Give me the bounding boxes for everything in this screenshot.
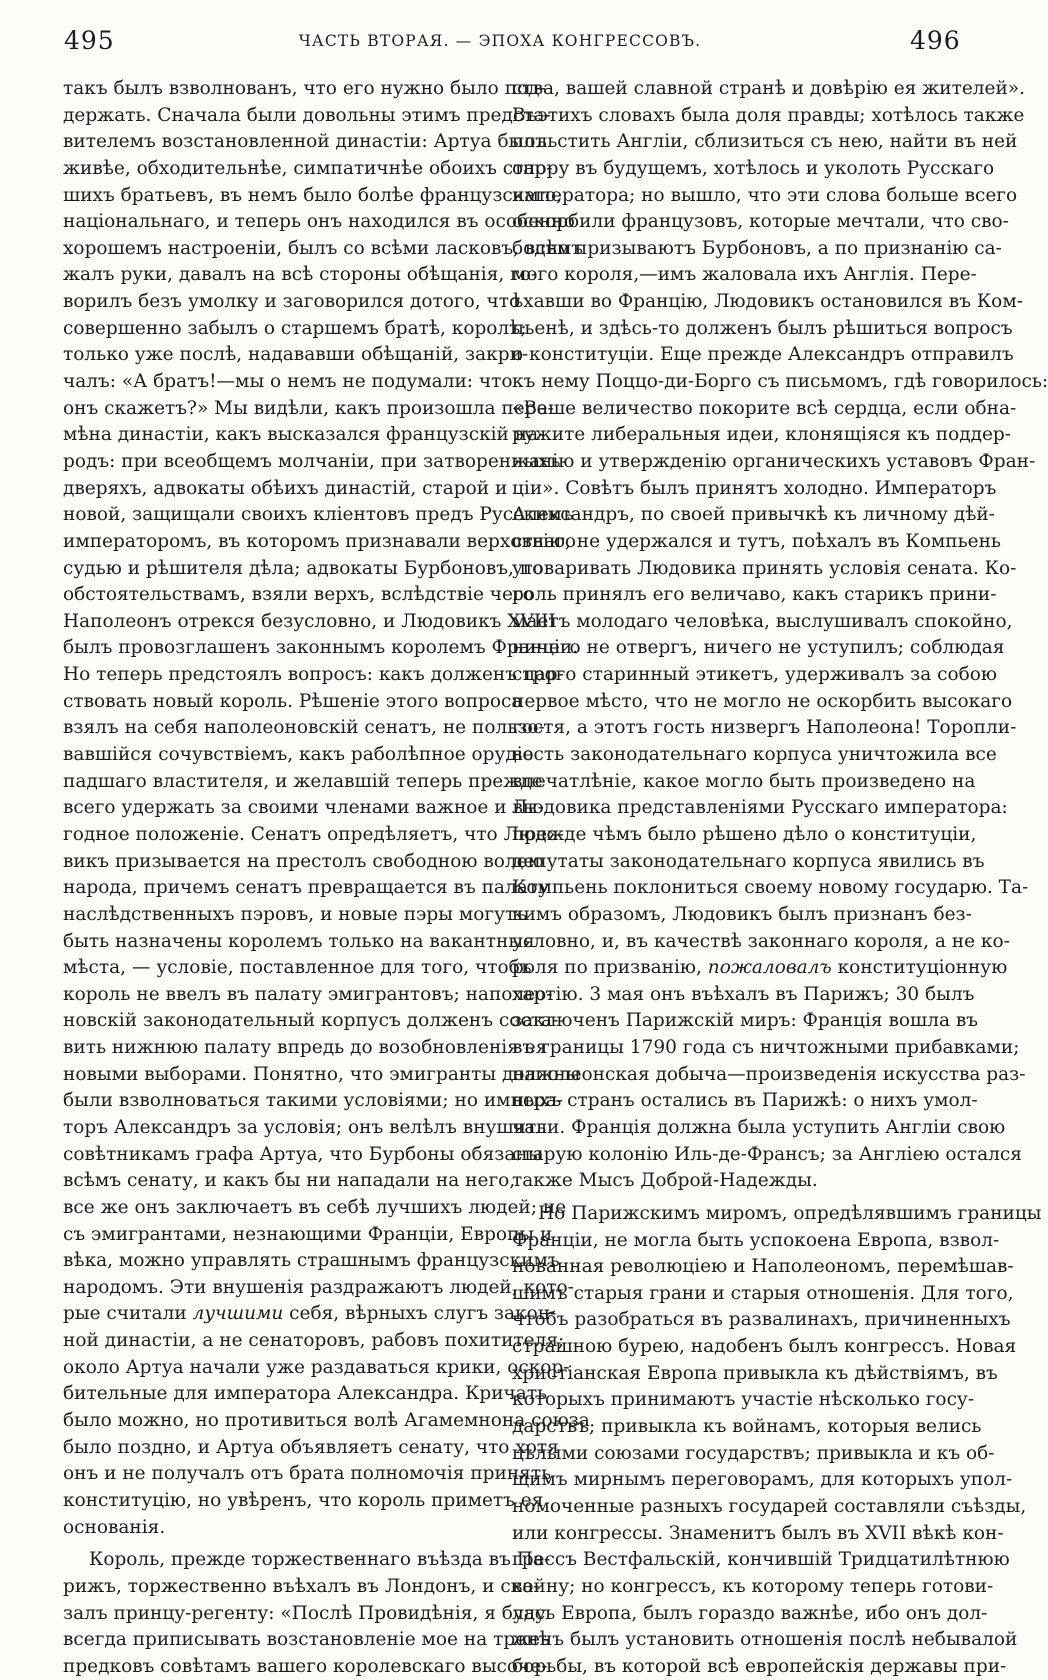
text-line: номоченные разныхъ государей составляли съѣзды,: [512, 1495, 1027, 1517]
text-line: были взволноваться такими условіями; но импера-: [63, 1090, 563, 1112]
text-line: рые считали лучшими себя, вѣрныхъ слугъ закон-: [63, 1303, 557, 1325]
text-line: цѣлыми союзами государствъ; привыкла и къ об-: [512, 1442, 995, 1464]
text-line: польстить Англіи, сблизиться съ нею, найти въ ней: [512, 131, 1018, 153]
text-line: быть назначены королемъ только на вакантныя: [63, 930, 535, 952]
text-line: предковъ совѣтамъ вашего королевскаго высоче-: [63, 1655, 548, 1677]
text-line: опору въ будущемъ, хотѣлось и уколоть Русскаго: [512, 157, 995, 179]
text-line: былъ провозглашенъ законнымъ королемъ Франціи.: [63, 637, 579, 659]
text-line: строго старинный этикетъ, удерживалъ за собою: [512, 664, 998, 686]
italic-word: лучшими: [192, 1303, 284, 1325]
text-line: вѣка, можно управлять страшнымъ французскимъ: [63, 1250, 560, 1272]
text-line: христіанская Европа привыкла къ дѣйствіямъ, въ: [512, 1362, 998, 1384]
text-line: впечатлѣніе, какое могло быть произведено на: [512, 770, 976, 792]
text-line: войну; но конгрессъ, къ которому теперь готови-: [512, 1575, 994, 1597]
text-line: живѣе, обходительнѣе, симпатичнѣе обоихъ стар-: [63, 157, 553, 179]
text-line: Король, прежде торжественнаго въѣзда въ Па-: [89, 1549, 551, 1571]
text-line: около Артуа начали уже раздаваться крики, оскор-: [63, 1356, 570, 1378]
text-line: новыми выборами. Понятно, что эмигранты должны: [63, 1063, 581, 1085]
text-line: роля по призванію, пожаловалъ конституціонную: [512, 957, 1008, 979]
text-line: старую колонію Иль-де-Франсъ; за Англіею остался: [512, 1143, 1022, 1165]
page-number-right: 496: [910, 26, 961, 55]
text-line: падшаго властителя, и желавшій теперь прежде: [63, 770, 543, 792]
text-line: чалъ: «А братъ!—мы о немъ не подумали: что: [63, 371, 513, 393]
text-line: народомъ. Эти внушенія раздражаютъ людей, кото-: [63, 1276, 574, 1298]
text-line: императоромъ, въ которомъ признавали верховнаго: [63, 530, 577, 552]
text-line: въ границы 1790 года съ ничтожными прибавками;: [512, 1037, 1020, 1059]
text-line: рижъ, торжественно въѣхалъ въ Лондонъ, и ска-: [63, 1575, 540, 1597]
text-line: чали. Франція должна была уступить Англіи свою: [512, 1116, 1006, 1138]
text-line: условно, и, въ качествѣ законнаго короля, а не ко-: [512, 930, 1010, 952]
text-line: заключенъ Парижскій миръ: Франція вошла въ: [512, 1010, 979, 1032]
text-line: хорошемъ настроеніи, былъ со всѣми ласковъ, всѣмъ: [63, 237, 584, 259]
text-line: ѣхавши во Францію, Людовикъ остановился въ Ком-: [512, 291, 1023, 313]
text-line: дарствъ; привыкла къ войнамъ, которыя велись: [512, 1416, 982, 1438]
text-line: роль принялъ его величаво, какъ старикъ прини-: [512, 584, 997, 606]
text-line: депутаты законодательнаго корпуса явились въ: [512, 850, 985, 872]
text-line: судью и рѣшителя дѣла; адвокаты Бурбоновъ, по: [63, 557, 544, 579]
text-line: чтобъ разобраться въ развалинахъ, причиненныхъ: [512, 1309, 1011, 1331]
text-line: король не ввелъ въ палату эмигрантовъ; наполео-: [63, 983, 553, 1005]
text-line: ціи». Совѣтъ былъ принятъ холодно. Императоръ: [512, 477, 997, 499]
text-line: женъ былъ установить отношенія послѣ небывалой: [512, 1629, 1018, 1651]
text-line: страшною бурею, надобенъ былъ конгрессъ. Новая: [512, 1336, 1017, 1358]
text-line: вость законодательнаго корпуса уничтожила все: [512, 744, 997, 766]
text-line: новой, защищали своихъ кліентовъ предъ Русскимъ: [63, 504, 574, 526]
text-line: онъ и не получалъ отъ брата полномочія принять: [63, 1463, 552, 1485]
right-paragraph-1-tail: [512, 982, 1026, 1168]
text-line: мѣна династіи, какъ высказался французскій на-: [63, 424, 545, 446]
text-line: бительные для императора Александра. Кричать: [63, 1383, 548, 1405]
text-line: ной династіи, а не сенаторовъ, рабовъ похитителя;: [63, 1330, 565, 1352]
text-line: шимъ старыя грани и старыя отношенія. Для того,: [512, 1282, 1014, 1304]
text-line: онъ скажетъ?» Мы видѣли, какъ произошла пере-: [63, 397, 554, 419]
text-line: прежде чѣмъ было рѣшено дѣло о конституціи,: [512, 823, 977, 845]
text-line: годное положеніе. Сенатъ опредѣляетъ, что Людо-: [63, 823, 564, 845]
text-line: къ нему Поццо-ди-Борго съ письмомъ, гдѣ говорилось:: [512, 371, 1048, 393]
text-line: викъ призывается на престолъ свободною волею: [63, 850, 544, 872]
text-line: Франціи, не могла быть успокоена Европа, взвол-: [512, 1229, 1000, 1251]
text-line: все же онъ заключаетъ въ себѣ лучшихъ людей; не: [63, 1196, 567, 1218]
text-line: Людовика представленіями Русскаго императора:: [512, 797, 1008, 819]
text-line: съ эмигрантами, незнающими Франціи, Европы и: [63, 1223, 553, 1245]
text-line: лась Европа, былъ гораздо важнѣе, ибо онъ дол-: [512, 1602, 988, 1624]
text-line: кимъ образомъ, Людовикъ былъ признанъ без-: [512, 903, 972, 925]
left-paragraph-2: [63, 1547, 551, 1680]
text-line: новскій законодательный корпусъ долженъ соста-: [63, 1010, 559, 1032]
text-line: жалъ руки, давалъ на всѣ стороны обѣщанія, го-: [63, 264, 538, 286]
running-title: ЧАСТЬ ВТОРАЯ. — ЭПОХА КОНГРЕССОВЪ.: [298, 32, 702, 50]
text-line: наслѣдственныхъ пэровъ, и новые пэры могутъ: [63, 903, 527, 925]
left-column: [63, 76, 590, 1680]
right-column: [512, 76, 1048, 1680]
text-line: «Ваше величество покорите всѣ сердца, если обна-: [512, 397, 1017, 419]
text-line: ныхъ странъ остались въ Парижѣ: о нихъ умол-: [512, 1090, 978, 1112]
text-line: грессъ Вестфальскій, кончившій Тридцатилѣтнюю: [512, 1549, 1010, 1571]
text-line: пьенѣ, и здѣсь-то долженъ былъ рѣшиться вопросъ: [512, 317, 1013, 339]
text-line: народа, причемъ сенатъ превращается въ палату: [63, 877, 549, 899]
text-line: ствію, не удержался и тутъ, поѣхалъ въ Компьень: [512, 530, 1001, 552]
text-line: мого короля,—имъ жаловала ихъ Англія. Пере-: [512, 264, 977, 286]
text-line: основанія.: [63, 1516, 166, 1538]
text-line: наполеонская добыча—произведенія искусства раз-: [512, 1063, 1026, 1085]
text-line: только уже послѣ, надававши обѣщаній, закри-: [63, 344, 529, 366]
text-line: Александръ, по своей привычкѣ къ личному дѣй-: [512, 504, 995, 526]
text-line: ружите либеральныя идеи, клонящіяся къ поддер-: [512, 424, 1012, 446]
text-line: бодно призываютъ Бурбоновъ, а по признанію са-: [512, 237, 1002, 259]
right-paragraph-2: [512, 1201, 1042, 1680]
text-line: или конгрессы. Знаменитъ былъ въ XVII вѣкѣ кон-: [512, 1522, 1004, 1544]
text-line: Въэтихъ словахъ была доля правды; хотѣлось также: [512, 104, 1025, 126]
text-line: борьбы, въ которой всѣ европейскія державы при-: [512, 1655, 1007, 1677]
text-line: ствовать новый король. Рѣшеніе этого вопроса: [63, 690, 523, 712]
page-number-left: 495: [64, 26, 115, 55]
text-line: вить нижнюю палату впредь до возобновленія ея: [63, 1037, 548, 1059]
text-line: ничего не отвергъ, ничего не уступилъ; соблюдая: [512, 637, 1005, 659]
text-line: первое мѣсто, что не могло не оскорбить высокаго: [512, 690, 1013, 712]
text-line: всего удержать за своими членами важное и вы-: [63, 797, 544, 819]
text-line: такъ былъ взволнованъ, что его нужно было под-: [63, 78, 546, 99]
text-line: дверяхъ, адвокаты обѣихъ династій, старой и: [63, 477, 508, 499]
text-line: Но теперь предстоялъ вопросъ: какъ долженъ цар-: [63, 664, 564, 686]
text-line: ства, вашей славной странѣ и довѣрію ея жителей».: [512, 78, 1025, 99]
text-line: національнаго, и теперь онъ находился въ особенно: [63, 211, 575, 233]
text-line: залъ принцу-регенту: «Послѣ Провидѣнія, я буду: [63, 1602, 547, 1624]
text-line: нованная революціею и Наполеономъ, перемѣшав-: [512, 1256, 1014, 1278]
text-line: взялъ на себя наполеоновскій сенатъ, не пользо-: [63, 717, 545, 739]
left-paragraph-1-tail: [63, 1328, 590, 1514]
left-paragraph-1: [63, 76, 584, 1301]
text-line: обстоятельствамъ, взяли верхъ, вслѣдствіе чего: [63, 584, 534, 606]
text-line: родъ: при всеобщемъ молчаніи, при затворенныхъ: [63, 450, 561, 472]
text-line: также Мысъ Доброй-Надежды.: [512, 1170, 818, 1192]
text-line: императора; но вышло, что эти слова больше всего: [512, 184, 1018, 206]
text-line: которыхъ принимаютъ участіе нѣсколько госу-: [512, 1389, 975, 1411]
text-line: совѣтникамъ графа Артуа, что Бурбоны обязаны: [63, 1143, 543, 1165]
text-line: маетъ молодаго человѣка, выслушивалъ спокойно,: [512, 610, 1013, 632]
text-line: о конституціи. Еще прежде Александръ отправилъ: [512, 344, 1014, 366]
text-line: гостя, а этотъ гость низвергъ Наполеона! Торопли-: [512, 717, 1017, 739]
right-paragraph-1: [512, 76, 1048, 955]
text-line: шихъ братьевъ, въ немъ было болѣе французскаго,: [63, 184, 563, 206]
text-line: вителемъ возстановленной династіи: Артуа былъ: [63, 131, 547, 153]
text-line: вавшійся сочувствіемъ, какъ раболѣпное орудіе: [63, 744, 534, 766]
text-line: конституцію, но увѣренъ, что король приметъ ея: [63, 1489, 544, 1511]
text-line: Компьень поклониться своему новому государю. Та-: [512, 877, 1029, 899]
text-line: всѣмъ сенату, и какъ бы ни нападали на него,: [63, 1170, 516, 1192]
text-line: Но Парижскимъ миромъ, опредѣлявшимъ границы: [538, 1202, 1042, 1224]
text-line: хартію. 3 мая онъ въѣхалъ въ Парижъ; 30 былъ: [512, 983, 975, 1005]
page-header: [0, 0, 1000, 60]
text-line: было можно, но противиться волѣ Агамемнона союза: [63, 1410, 590, 1432]
italic-word: пожаловалъ: [707, 957, 832, 979]
text-line: всегда приписывать возстановленіе мое на тронѣ: [63, 1629, 550, 1651]
text-line: щимъ мирнымъ переговорамъ, для которыхъ упол-: [512, 1469, 1013, 1491]
text-line: жанію и утвержденію органическихъ уставовъ Фран-: [512, 450, 1036, 472]
text-line: уговаривать Людовика принять условія сената. Ко-: [512, 557, 1017, 579]
text-line: совершенно забылъ о старшемъ братѣ, королѣ;: [63, 317, 527, 339]
text-line: было поздно, и Артуа объявляетъ сенату, что хотя: [63, 1436, 559, 1458]
text-line: держать. Сначала были довольны этимъ предста-: [63, 104, 551, 126]
text-line: ворилъ безъ умолку и заговорился дотого, что: [63, 291, 521, 313]
text-line: торъ Александръ за условія; онъ велѣлъ внушить: [63, 1116, 547, 1138]
text-line: Наполеонъ отрекся безусловно, и Людовикъ XVIII: [63, 610, 556, 632]
text-line: мѣста, — условіе, поставленное для того, чтобъ: [63, 957, 532, 979]
text-line: оскорбили французовъ, которые мечтали, что сво-: [512, 211, 1009, 233]
